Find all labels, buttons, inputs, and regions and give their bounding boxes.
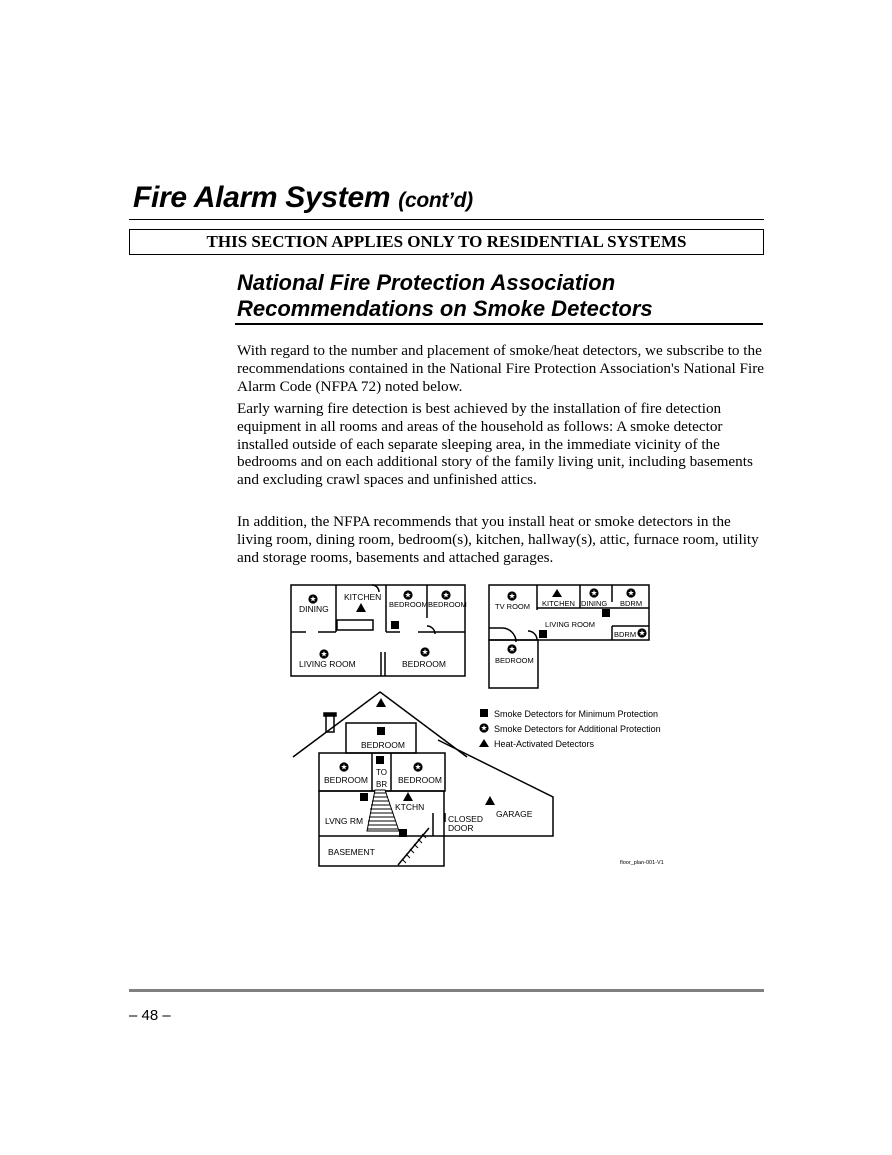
additional-smoke-detector-icon	[339, 762, 348, 771]
title-divider	[129, 219, 764, 220]
house-lvng-rm-label: LVNG RM	[325, 816, 364, 826]
house-br-label: BR	[376, 780, 388, 789]
minimum-smoke-detector-icon	[602, 609, 610, 617]
detector-legend	[479, 709, 661, 749]
page-title-sub: (cont’d)	[398, 189, 473, 212]
minimum-smoke-detector-icon	[391, 621, 399, 629]
plan1-kitchen-label: KITCHEN	[344, 592, 382, 602]
plan1-bedroom-a-label: BEDROOM	[389, 600, 428, 609]
additional-smoke-detector-icon	[479, 723, 488, 732]
minimum-smoke-detector-icon	[377, 727, 385, 735]
page-title-main: Fire Alarm System	[133, 181, 391, 214]
section-heading-line-2: Recommendations on Smoke Detectors	[237, 296, 653, 321]
additional-smoke-detector-icon	[308, 594, 317, 603]
minimum-smoke-detector-icon	[376, 756, 384, 764]
plan2-bedroom-label: BEDROOM	[495, 656, 534, 665]
additional-smoke-detector-icon	[507, 644, 516, 653]
stairs-icon	[367, 790, 426, 863]
figure-file-id: floor_plan-001-V1	[620, 860, 664, 866]
plan2-dining-label: DINING	[581, 599, 608, 608]
heat-detector-icon	[552, 589, 562, 597]
floor-plan-figure	[285, 578, 685, 873]
additional-smoke-detector-icon	[403, 590, 412, 599]
additional-smoke-detector-icon	[413, 762, 422, 771]
plan1-bedroom-c-label: BEDROOM	[402, 659, 446, 669]
additional-smoke-detector-icon	[420, 647, 429, 656]
minimum-smoke-detector-icon	[480, 709, 488, 717]
legend-additional-label: Smoke Detectors for Additional Protection	[494, 724, 661, 734]
section-heading-line-1: National Fire Protection Association	[237, 270, 616, 295]
additional-smoke-detector-icon	[626, 588, 635, 597]
paragraph-early-warning: Early warning fire detection is best achieved by the installation of fire detection equipment in all rooms and areas of the household as follows: A smoke detector installed outside of each separate sleeping area, in the immediate vicinity of the bedrooms and on each additional story of the family living unit, including basements and excluding crawl spaces and unfinished attics.	[237, 400, 753, 489]
additional-smoke-detector-icon	[589, 588, 598, 597]
minimum-smoke-detector-icon	[539, 630, 547, 638]
additional-smoke-detector-icon	[637, 628, 646, 637]
minimum-smoke-detector-icon	[360, 793, 368, 801]
house-to-label: TO	[376, 768, 387, 777]
plan1-dining-label: DINING	[299, 604, 329, 614]
section-notice-box: THIS SECTION APPLIES ONLY TO RESIDENTIAL SYSTEMS	[129, 229, 764, 255]
additional-smoke-detector-icon	[441, 590, 450, 599]
footer-divider	[129, 989, 764, 992]
house-garage-label: GARAGE	[496, 809, 533, 819]
heat-detector-icon	[356, 603, 366, 612]
heading-divider	[235, 323, 763, 325]
page-number: – 48 –	[129, 1007, 171, 1024]
paragraph-additional-rooms: In addition, the NFPA recommends that you install heat or smoke detectors in the living room, dining room, bedroom(s), kitchen, hallway(s), attic, furnace room, utility and storage rooms, basements and attached garages.	[237, 513, 759, 566]
plan2-kitchen-label: KITCHEN	[542, 599, 575, 608]
plan2-bdrm-b-label: BDRM	[614, 630, 637, 639]
house-bedroom-right-label: BEDROOM	[398, 775, 442, 785]
plan2-bdrm-a-label: BDRM	[620, 599, 643, 608]
additional-smoke-detector-icon	[507, 591, 516, 600]
plan1-bedroom-b-label: BEDROOM	[428, 600, 467, 609]
house-attic-bedroom-label: BEDROOM	[361, 740, 405, 750]
heat-detector-icon	[376, 698, 386, 707]
plan2-tv-room-label: TV ROOM	[495, 602, 530, 611]
heat-detector-icon	[403, 792, 413, 801]
section-heading	[237, 270, 767, 322]
paragraph-nfpa-intro: With regard to the number and placement of smoke/heat detectors, we subscribe to the recommendations contained in the National Fire Protection Association's National Fire Alarm Code (NFPA 72) noted below.	[237, 342, 765, 395]
house-closed-label: CLOSED	[448, 814, 483, 824]
house-basement-label: BASEMENT	[328, 847, 375, 857]
minimum-smoke-detector-icon	[399, 829, 407, 837]
plan1-living-room-label: LIVING ROOM	[299, 659, 356, 669]
legend-minimum-label: Smoke Detectors for Minimum Protection	[494, 709, 659, 719]
plan2-living-room-label: LIVING ROOM	[545, 620, 596, 629]
house-bedroom-left-label: BEDROOM	[324, 775, 368, 785]
house-door-label: DOOR	[448, 823, 474, 833]
additional-smoke-detector-icon	[319, 649, 328, 658]
heat-detector-icon	[485, 796, 495, 805]
house-ktchn-label: KTCHN	[395, 802, 425, 812]
page-title	[133, 181, 473, 215]
legend-heat-label: Heat-Activated Detectors	[494, 739, 595, 749]
heat-detector-icon	[479, 739, 489, 747]
